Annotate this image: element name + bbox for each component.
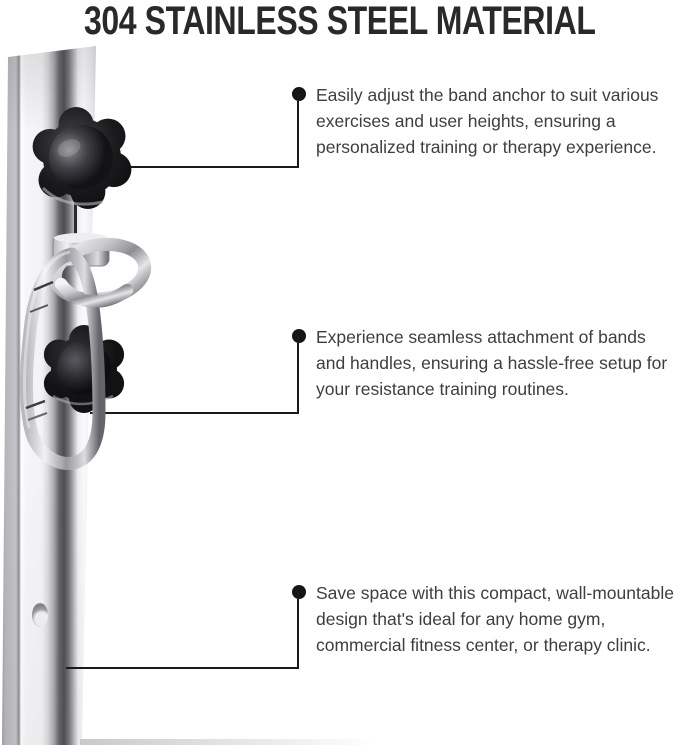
callout-3-line3: commercial fitness center, or therapy clinic.: [316, 635, 651, 655]
ring-carabiner-assembly: [5, 228, 195, 473]
callout-2-bullet-icon: [292, 329, 306, 343]
page-title: [0, 0, 679, 42]
callout-3-text: [316, 580, 672, 658]
callout-1-line3: personalized training or therapy experience.: [316, 137, 657, 157]
adjustment-knob-icon: [25, 100, 141, 218]
callout-3-line2: design that's ideal for any home gym,: [316, 609, 606, 629]
callout-2-line-vertical: [297, 336, 299, 414]
callout-1-bullet-icon: [292, 87, 306, 101]
page-title-text: 304 STAINLESS STEEL MATERIAL: [83, 0, 596, 43]
callout-3-line1: Save space with this compact, wall-mountable: [316, 583, 674, 603]
callout-2-line1: Experience seamless attachment of bands: [316, 327, 646, 347]
callout-2-line3: your resistance training routines.: [316, 379, 569, 399]
callout-1-line-vertical: [297, 94, 299, 168]
floor-shadow: [80, 739, 390, 745]
callout-1-line1: Easily adjust the band anchor to suit various: [316, 85, 659, 105]
callout-2-line2: and handles, ensuring a hassle-free setup for: [316, 353, 668, 373]
callout-3-bullet-icon: [292, 585, 306, 599]
mounting-hole: [32, 603, 48, 627]
callout-1-line2: exercises and user heights, ensuring a: [316, 111, 616, 131]
callout-3-line-vertical: [297, 592, 299, 669]
callout-2-text: [316, 324, 672, 402]
callout-1-text: [316, 82, 672, 160]
callout-3-line-horizontal: [66, 667, 299, 669]
